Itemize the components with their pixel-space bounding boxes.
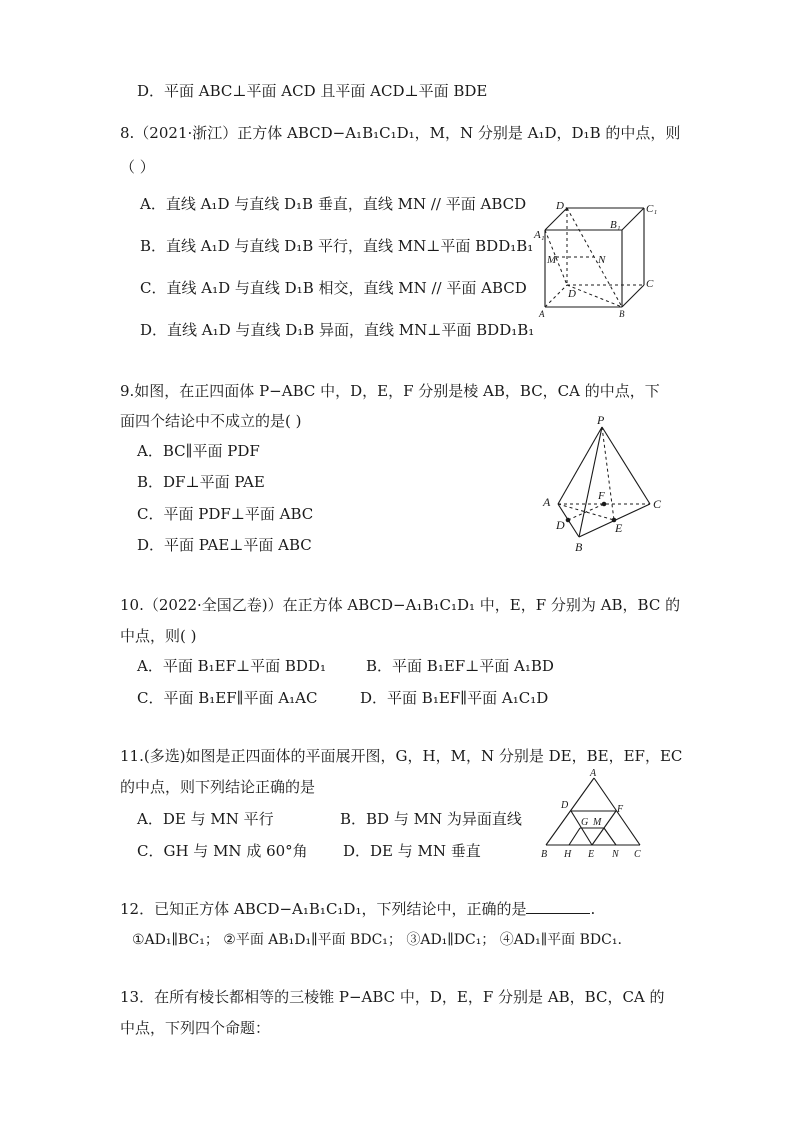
q9-label-c: C (653, 497, 662, 511)
q8-label-b: B (619, 309, 625, 319)
q8-label-c1: C₁ (646, 203, 658, 215)
q11-option-d: D．DE 与 MN 垂直 (343, 842, 481, 860)
q8-label-d1: D₁ (556, 200, 568, 212)
q10-option-d: D．平面 B₁EF∥平面 A₁C₁D (360, 689, 549, 707)
q9-option-c: C．平面 PDF⊥平面 ABC (137, 505, 314, 523)
q10-option-c: C．平面 B₁EF∥平面 A₁AC (137, 689, 318, 707)
q11-label-n: N (612, 849, 619, 860)
q8-label-a1: A₁ (534, 229, 545, 241)
q8-label-d: D (568, 288, 576, 300)
q8-label-a: A (539, 309, 545, 319)
q12-stem (120, 898, 595, 920)
q9-label-d: D (556, 518, 565, 532)
q11-label-a: A (590, 768, 597, 779)
q12-options: ①AD₁∥BC₁； ②平面 AB₁D₁∥平面 BDC₁； ③AD₁∥DC₁； ④AD₁∥平面 BDC₁. (132, 932, 622, 948)
q11-net-figure (536, 768, 648, 860)
q11-label-b: B (541, 849, 548, 860)
q8-label-c: C (646, 278, 654, 290)
q10-stem-line2: 中点，则( ) (120, 627, 197, 645)
q9-point-d (566, 518, 571, 523)
q9-option-b: B．DF⊥平面 PAE (137, 473, 265, 491)
q10-stem-line1: 10.（2022·全国乙卷)）在正方体 ABCD−A₁B₁C₁D₁ 中，E，F 分别为 AB，BC 的 (120, 596, 681, 614)
q9-stem-line1: 9.如图，在正四面体 P−ABC 中，D，E，F 分别是棱 AB，BC，CA 的中点，下 (120, 382, 660, 400)
q11-label-f: F (617, 804, 624, 815)
q8-option-d: D．直线 A₁D 与直线 D₁B 异面，直线 MN⊥平面 BDD₁B₁ (140, 321, 535, 339)
q9-label-f: F (598, 490, 605, 502)
q11-stem-line2: 的中点，则下列结论正确的是 (120, 778, 316, 796)
q7-option-d: D．平面 ABC⊥平面 ACD 且平面 ACD⊥平面 BDE (137, 82, 488, 100)
q8-option-c: C．直线 A₁D 与直线 D₁B 相交，直线 MN // 平面 ABCD (140, 279, 527, 297)
q11-label-e: E (588, 849, 595, 860)
q9-label-b: B (575, 540, 583, 554)
q13-stem-line1: 13．在所有棱长都相等的三棱锥 P−ABC 中，D，E，F 分别是 AB，BC，CA 的 (120, 988, 665, 1006)
q8-cube-figure (530, 195, 670, 320)
q9-tetrahedron-figure (538, 414, 668, 554)
q8-option-a: A．直线 A₁D 与直线 D₁B 垂直，直线 MN // 平面 ABCD (140, 195, 527, 213)
q11-label-h: H (564, 849, 572, 860)
q11-label-g: G (581, 817, 589, 828)
q12-stem-text: 12．已知正方体 ABCD−A₁B₁C₁D₁，下列结论中，正确的是 (120, 900, 527, 918)
q8-stem-line2: （ ） (120, 158, 155, 176)
q8-option-b: B．直线 A₁D 与直线 D₁B 平行，直线 MN⊥平面 BDD₁B₁ (140, 237, 534, 255)
q12-stem-end: . (590, 900, 596, 918)
q10-option-a: A．平面 B₁EF⊥平面 BDD₁ (137, 657, 326, 675)
q8-label-m: M (547, 254, 557, 266)
q11-label-m: M (593, 817, 602, 828)
q9-point-f (602, 502, 607, 507)
q9-option-a: A．BC∥平面 PDF (137, 442, 260, 460)
q10-option-b: B．平面 B₁EF⊥平面 A₁BD (366, 657, 554, 675)
q11-stem-line1: 11.(多选)如图是正四面体的平面展开图，G，H，M，N 分别是 DE，BE，EF，EC (120, 747, 683, 765)
q12-answer-blank[interactable] (526, 899, 590, 914)
q8-stem-line1: 8.（2021·浙江）正方体 ABCD−A₁B₁C₁D₁，M，N 分别是 A₁D，D₁B 的中点，则 (120, 124, 681, 142)
q11-label-d: D (561, 800, 569, 811)
q11-label-c: C (634, 849, 641, 860)
q9-label-e: E (615, 521, 623, 535)
q11-option-c: C．GH 与 MN 成 60°角 (137, 842, 308, 860)
q9-label-p: P (597, 413, 605, 427)
q8-label-n: N (598, 254, 606, 266)
q8-label-b1: B₁ (610, 219, 621, 231)
q11-option-a: A．DE 与 MN 平行 (137, 810, 274, 828)
q9-option-d: D．平面 PAE⊥平面 ABC (137, 536, 312, 554)
q11-option-b: B．BD 与 MN 为异面直线 (340, 810, 522, 828)
q9-label-a: A (543, 495, 551, 509)
q13-stem-line2: 中点，下列四个命题： (120, 1019, 271, 1037)
q9-stem-line2: 面四个结论中不成立的是( ) (120, 412, 302, 430)
